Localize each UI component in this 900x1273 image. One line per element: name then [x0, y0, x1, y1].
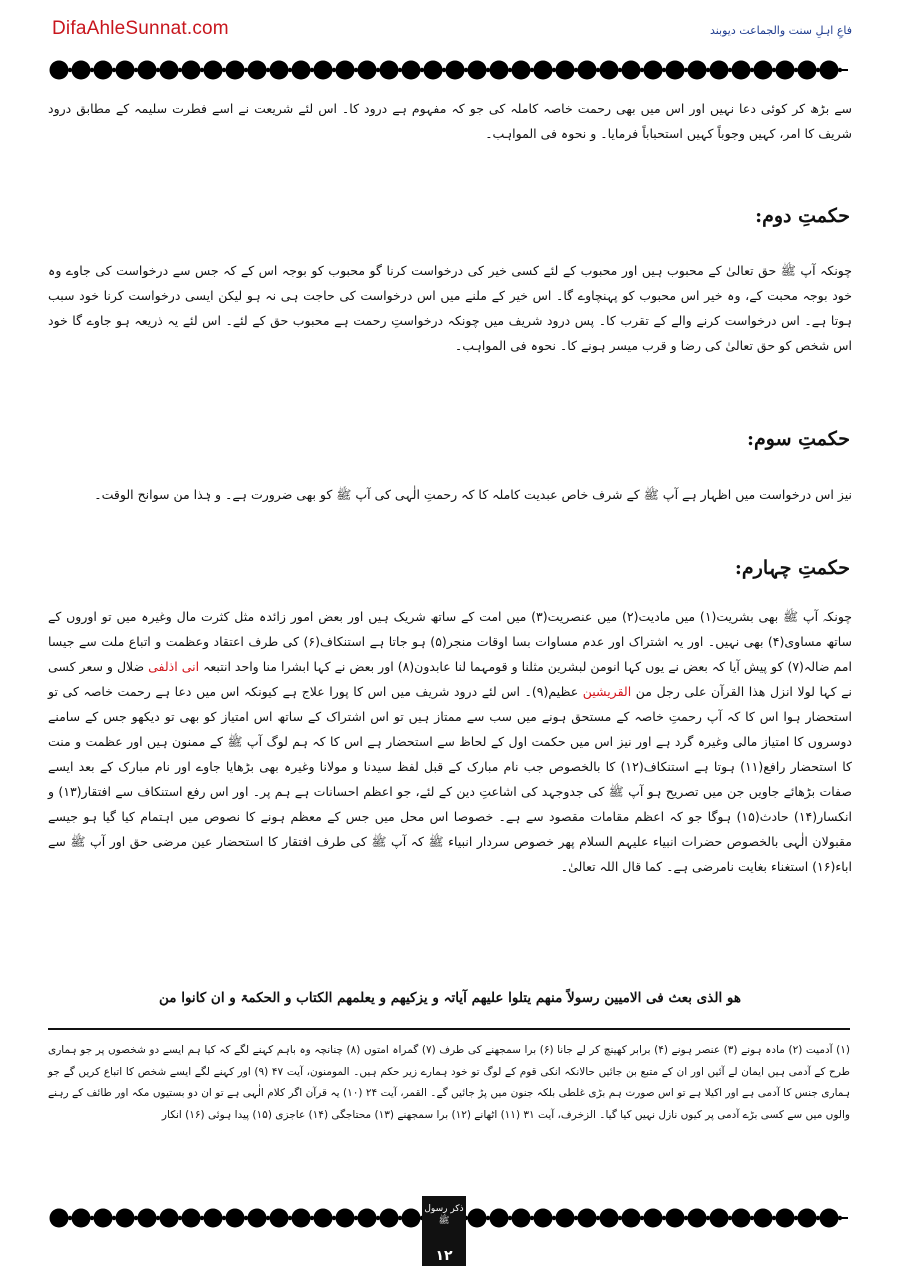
heading-hikmat-soam: حکمتِ سوم: — [746, 428, 850, 450]
intro-paragraph: سے بڑھ کر کوئی دعا نہیں اور اس میں بھی رحمت خاصہ کاملہ کی جو کہ مفہوم ہے درود کا۔ اس لئے شریعت نے اسے فطرت سلیمہ کے مطابق درود شریف کا امر، کہیں وجوباً کہیں استحباباً فرمایا۔ و نحوہ فی المواہب۔ — [48, 101, 852, 141]
section-hikmat-soam — [48, 482, 852, 507]
paragraph-hikmat-chaharum — [48, 604, 852, 879]
section-hikmat-chaharum — [48, 604, 852, 879]
text-after: عظیم(۹)۔ اس لئے درود شریف میں اس کا پورا علاج ہے کیونکہ اس میں دعا ہے رحمت خاصہ کی تو استحضار ہوا اس کا کہ آپ رحمتِ خاصہ کے مستحق ہونے میں سب سے ممتاز ہیں تو اس اشتراک کے ساتھ اس امتیاز کو بھی تو دیکھو جس کے سامنے دوسروں کا امتیاز مالی وغیرہ گرد ہے اور نیز اس میں حکمت اول کے لحاظ سے استحضار ہے اس کا کہ ہم لوگ آپ ﷺ کے ممنون ہیں اور عظمت و منت کا استحضار رافع(۱۱) ہوتا ہے استنکاف(۱۲) کا بالخصوص جب نام مبارک کے قبل لفظ سیدنا و مولانا وغیرہ بھی بڑھایا جاوے اور نام مبارک کے بعد ایسے صفات بڑھائے جاویں جن میں تصریح ہو آپ ﷺ کی جدوجہد کی اشاعتِ دین کے لئے، جو اعظم احسانات ہے ہم پر۔ اور اس رفع استنکاف سے افتقار(۱۳) و انکسار(۱۴) حادث(۱۵) ہوگا جو کہ اعظم مقامات مقصود سے ہے۔ خصوصا اس محل میں جس کے معظم ہونے کا نصوص میں اہتمام کیا گیا ہو جیسے مقبولان الٰہی بالخصوص حضرات انبیاء علیہم السلام پھر خصوص سردار انبیاء ﷺ کہ آپ ﷺ کی طرف افتقار کا استحضار عین مرضی حق اور آپ ﷺ سے اباء(۱۶) استغناء بغایت نامرضی ہے۔ کما قال اللہ تعالیٰ۔ — [48, 684, 852, 874]
heading-hikmat-chaharum: حکمتِ چہارم: — [734, 557, 850, 579]
footer-label: ذکر رسول ﷺ — [424, 1204, 464, 1226]
section-hikmat-doam — [48, 258, 852, 358]
site-name: DifaAhleSunnat.com — [52, 18, 229, 39]
footnote-rule — [48, 1028, 850, 1030]
intro-block — [48, 96, 852, 146]
paragraph-hikmat-doam: چونکہ آپ ﷺ حق تعالیٰ کے محبوب ہیں اور محبوب کے لئے کسی خیر کی درخواست کرنا گو محبوب کو بوجہ اس کے کہ جس سے درخواست کی جاوے وہ خود بوجہ محبت کے، وہ خیر اس محبوب کو پہنچاوے گا۔ اس خیر کے ملنے میں اس درخواست کی حاجت ہی نہ ہو لیکن ایسی درخواست کرنا خود سبب ہوتا ہے۔ اس درخواست کرنے والے کے تقرب کا۔ پس درود شریف میں چونکہ درخواستِ رحمت ہے محبوب حق کے لئے۔ اس لئے یہ ذریعہ ہو جاوے گا خود اس شخص کو حق تعالیٰ کی رضا و قرب میسر ہونے کا۔ نحوہ فی المواہب۔ — [48, 263, 852, 353]
quran-verse: ھو الذی بعث فی الامیین رسولاً منھم یتلوا علیھم آیاتہ و یزکیھم و یعلمھم الکتاب و الحکمۃ و ان کانوا من — [159, 990, 741, 1006]
paragraph-hikmat-soam: نیز اس درخواست میں اظہار ہے آپ ﷺ کے شرف خاص عبدیت کاملہ کا کہ رحمتِ الٰہی کی آپ ﷺ کو بھی ضرورت ہے۔ و ہٰذا من سوانح الوقت۔ — [94, 487, 852, 502]
page-number: ۱۲ — [435, 1248, 453, 1264]
red-highlight-1: انی اذلفی — [148, 659, 200, 674]
text-middle: ضلال و سعر کسی نے کہا لولا انزل ھذا القرآن علی رجل من — [48, 659, 852, 699]
ornamental-divider-top — [48, 58, 854, 82]
text-before: چونکہ آپ ﷺ بھی بشریت(۱) میں مادیت(۲) میں عنصریت(۳) میں امت کے ساتھ شریک ہیں اور بعض امور زائدہ مثل کثرت مال وغیرہ میں تو اوروں کے ساتھ مساوی(۴) بھی نہیں۔ اور یہ اشتراک اور عدم مساوات بسا اوقات منجر(۵) ہو جاتا ہے استنکاف(۶) کی طرف اعتقاد وعظمت و اتباع ملت سے جیسا امم ضالہ(۷) کو پیش آیا کہ بعض نے یوں کہا انومن لبشرین مثلنا و قومہما لنا عابدون(۸) اور بعض نے کہا ابشرا منا واحد انتبعہ — [48, 609, 853, 674]
org-name: فاعِ اہلِ سنت والجماعت دیوبند — [709, 24, 852, 37]
red-highlight-2: القریشین — [582, 684, 632, 699]
heading-hikmat-doam: حکمتِ دوم: — [755, 205, 850, 227]
footnotes: (۱) آدمیت (۲) مادہ ہونے (۳) عنصر ہونے (۴) برابر کھینچ کر لے جانا (۶) برا سمجھنے کی طرف (۷) گمراہ امتوں (۸) چنانچہ وہ باہم کہنے لگے کہ کیا ہم ایسے دو شخصوں پر جو ہماری طرح کے آدمی ہیں ایمان لے آئیں اور ان کے متبع بن جائیں حالانکہ انکی قوم کے لوگ تو خود ہمارے زیر حکم ہیں۔ المومنون، آیت ۴۷ (۹) اور کہنے لگے ایسے شخص کا اتباع کریں گے جو ہماری جنس کا آدمی ہے اور اکیلا ہے تو اس صورت ہم بڑی غلطی بلکہ جنون میں پڑ جائیں گے۔ القمر، آیت ۲۴ (۱۰) یہ قرآن اگر کلام الٰہی ہے تو ان دو بستیوں مکہ اور طائف کے رہنے والوں میں سے کسی بڑے آدمی پر کیوں نازل نہیں کیا گیا۔ الزخرف، آیت ۳۱ (۱۱) اٹھانے (۱۲) برا سمجھنے (۱۳) محتاجگی (۱۴) عاجزی (۱۵) پیدا ہوئی (۱۶) انکار — [48, 1044, 850, 1121]
page-badge — [422, 1196, 466, 1266]
